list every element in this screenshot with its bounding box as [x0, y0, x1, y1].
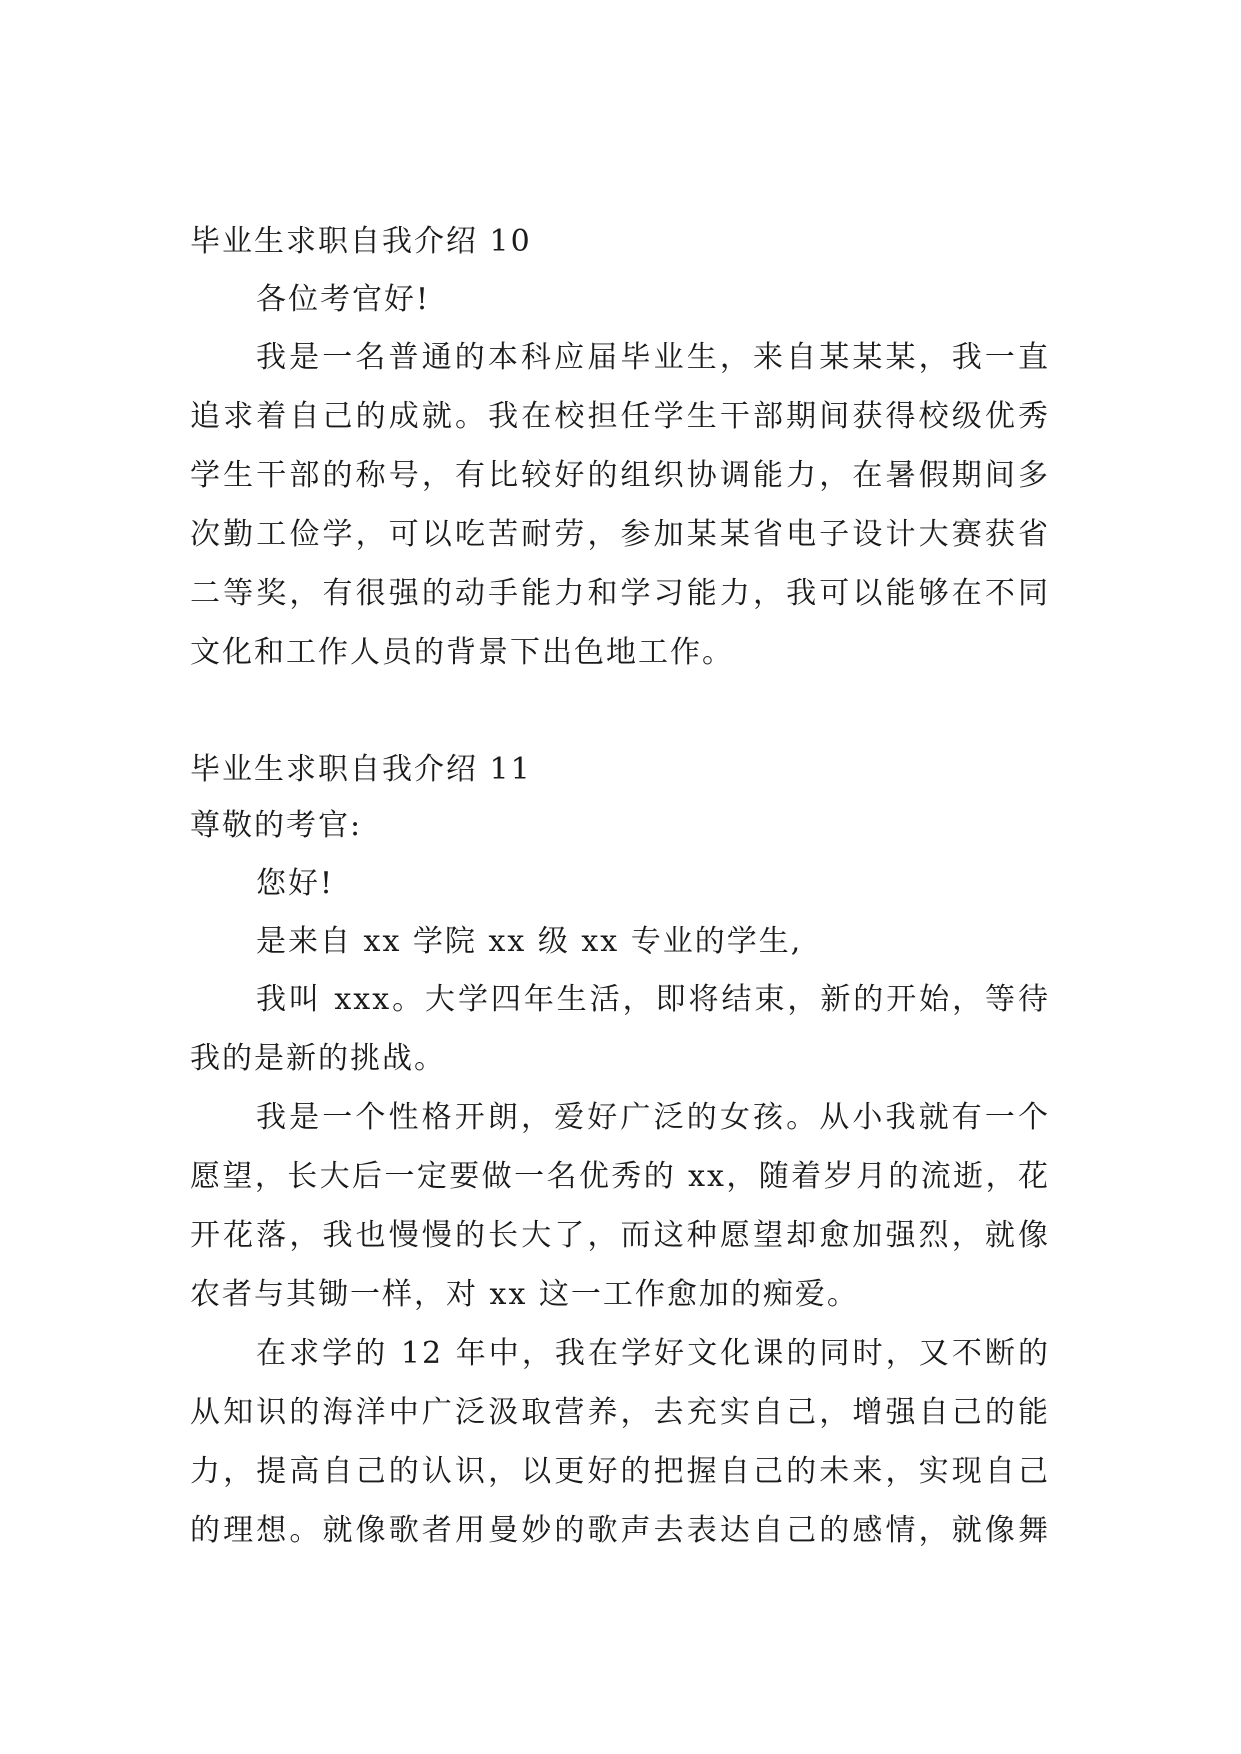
section-title: 毕业生求职自我介绍 11	[190, 752, 532, 787]
greeting: 各位考官好!	[256, 282, 431, 317]
paragraph-line: 农者与其锄一样，对 xx 这一工作愈加的痴爱。	[190, 1277, 859, 1312]
paragraph-line: 我的是新的挑战。	[190, 1041, 446, 1076]
paragraph-line: 力，提高自己的认识，以更好的把握自己的未来，实现自己	[190, 1454, 1050, 1489]
paragraph-line: 在求学的 12 年中，我在学好文化课的同时，又不断的	[256, 1336, 1050, 1371]
greeting: 您好!	[256, 866, 335, 901]
paragraph-line: 二等奖，有很强的动手能力和学习能力，我可以能够在不同	[190, 576, 1050, 611]
salutation: 尊敬的考官:	[190, 808, 363, 843]
paragraph-line: 的理想。就像歌者用曼妙的歌声去表达自己的感情，就像舞	[190, 1513, 1050, 1548]
paragraph-line: 我是一个性格开朗，爱好广泛的女孩。从小我就有一个	[256, 1100, 1050, 1135]
intro-line: 是来自 xx 学院 xx 级 xx 专业的学生,	[256, 924, 803, 959]
section-title: 毕业生求职自我介绍 10	[190, 224, 532, 259]
paragraph-line: 开花落，我也慢慢的长大了，而这种愿望却愈加强烈，就像	[190, 1218, 1050, 1253]
paragraph-line: 愿望，长大后一定要做一名优秀的 xx，随着岁月的流逝，花	[190, 1159, 1050, 1194]
paragraph-line: 我叫 xxx。大学四年生活，即将结束，新的开始，等待	[256, 982, 1050, 1017]
paragraph-line: 追求着自己的成就。我在校担任学生干部期间获得校级优秀	[190, 399, 1050, 434]
paragraph-line: 学生干部的称号，有比较好的组织协调能力，在暑假期间多	[190, 458, 1050, 493]
paragraph-line: 我是一名普通的本科应届毕业生，来自某某某，我一直	[256, 340, 1050, 375]
paragraph-line: 从知识的海洋中广泛汲取营养，去充实自己，增强自己的能	[190, 1395, 1050, 1430]
paragraph-line: 文化和工作人员的背景下出色地工作。	[190, 635, 734, 670]
paragraph-line: 次勤工俭学，可以吃苦耐劳，参加某某省电子设计大赛获省	[190, 517, 1050, 552]
